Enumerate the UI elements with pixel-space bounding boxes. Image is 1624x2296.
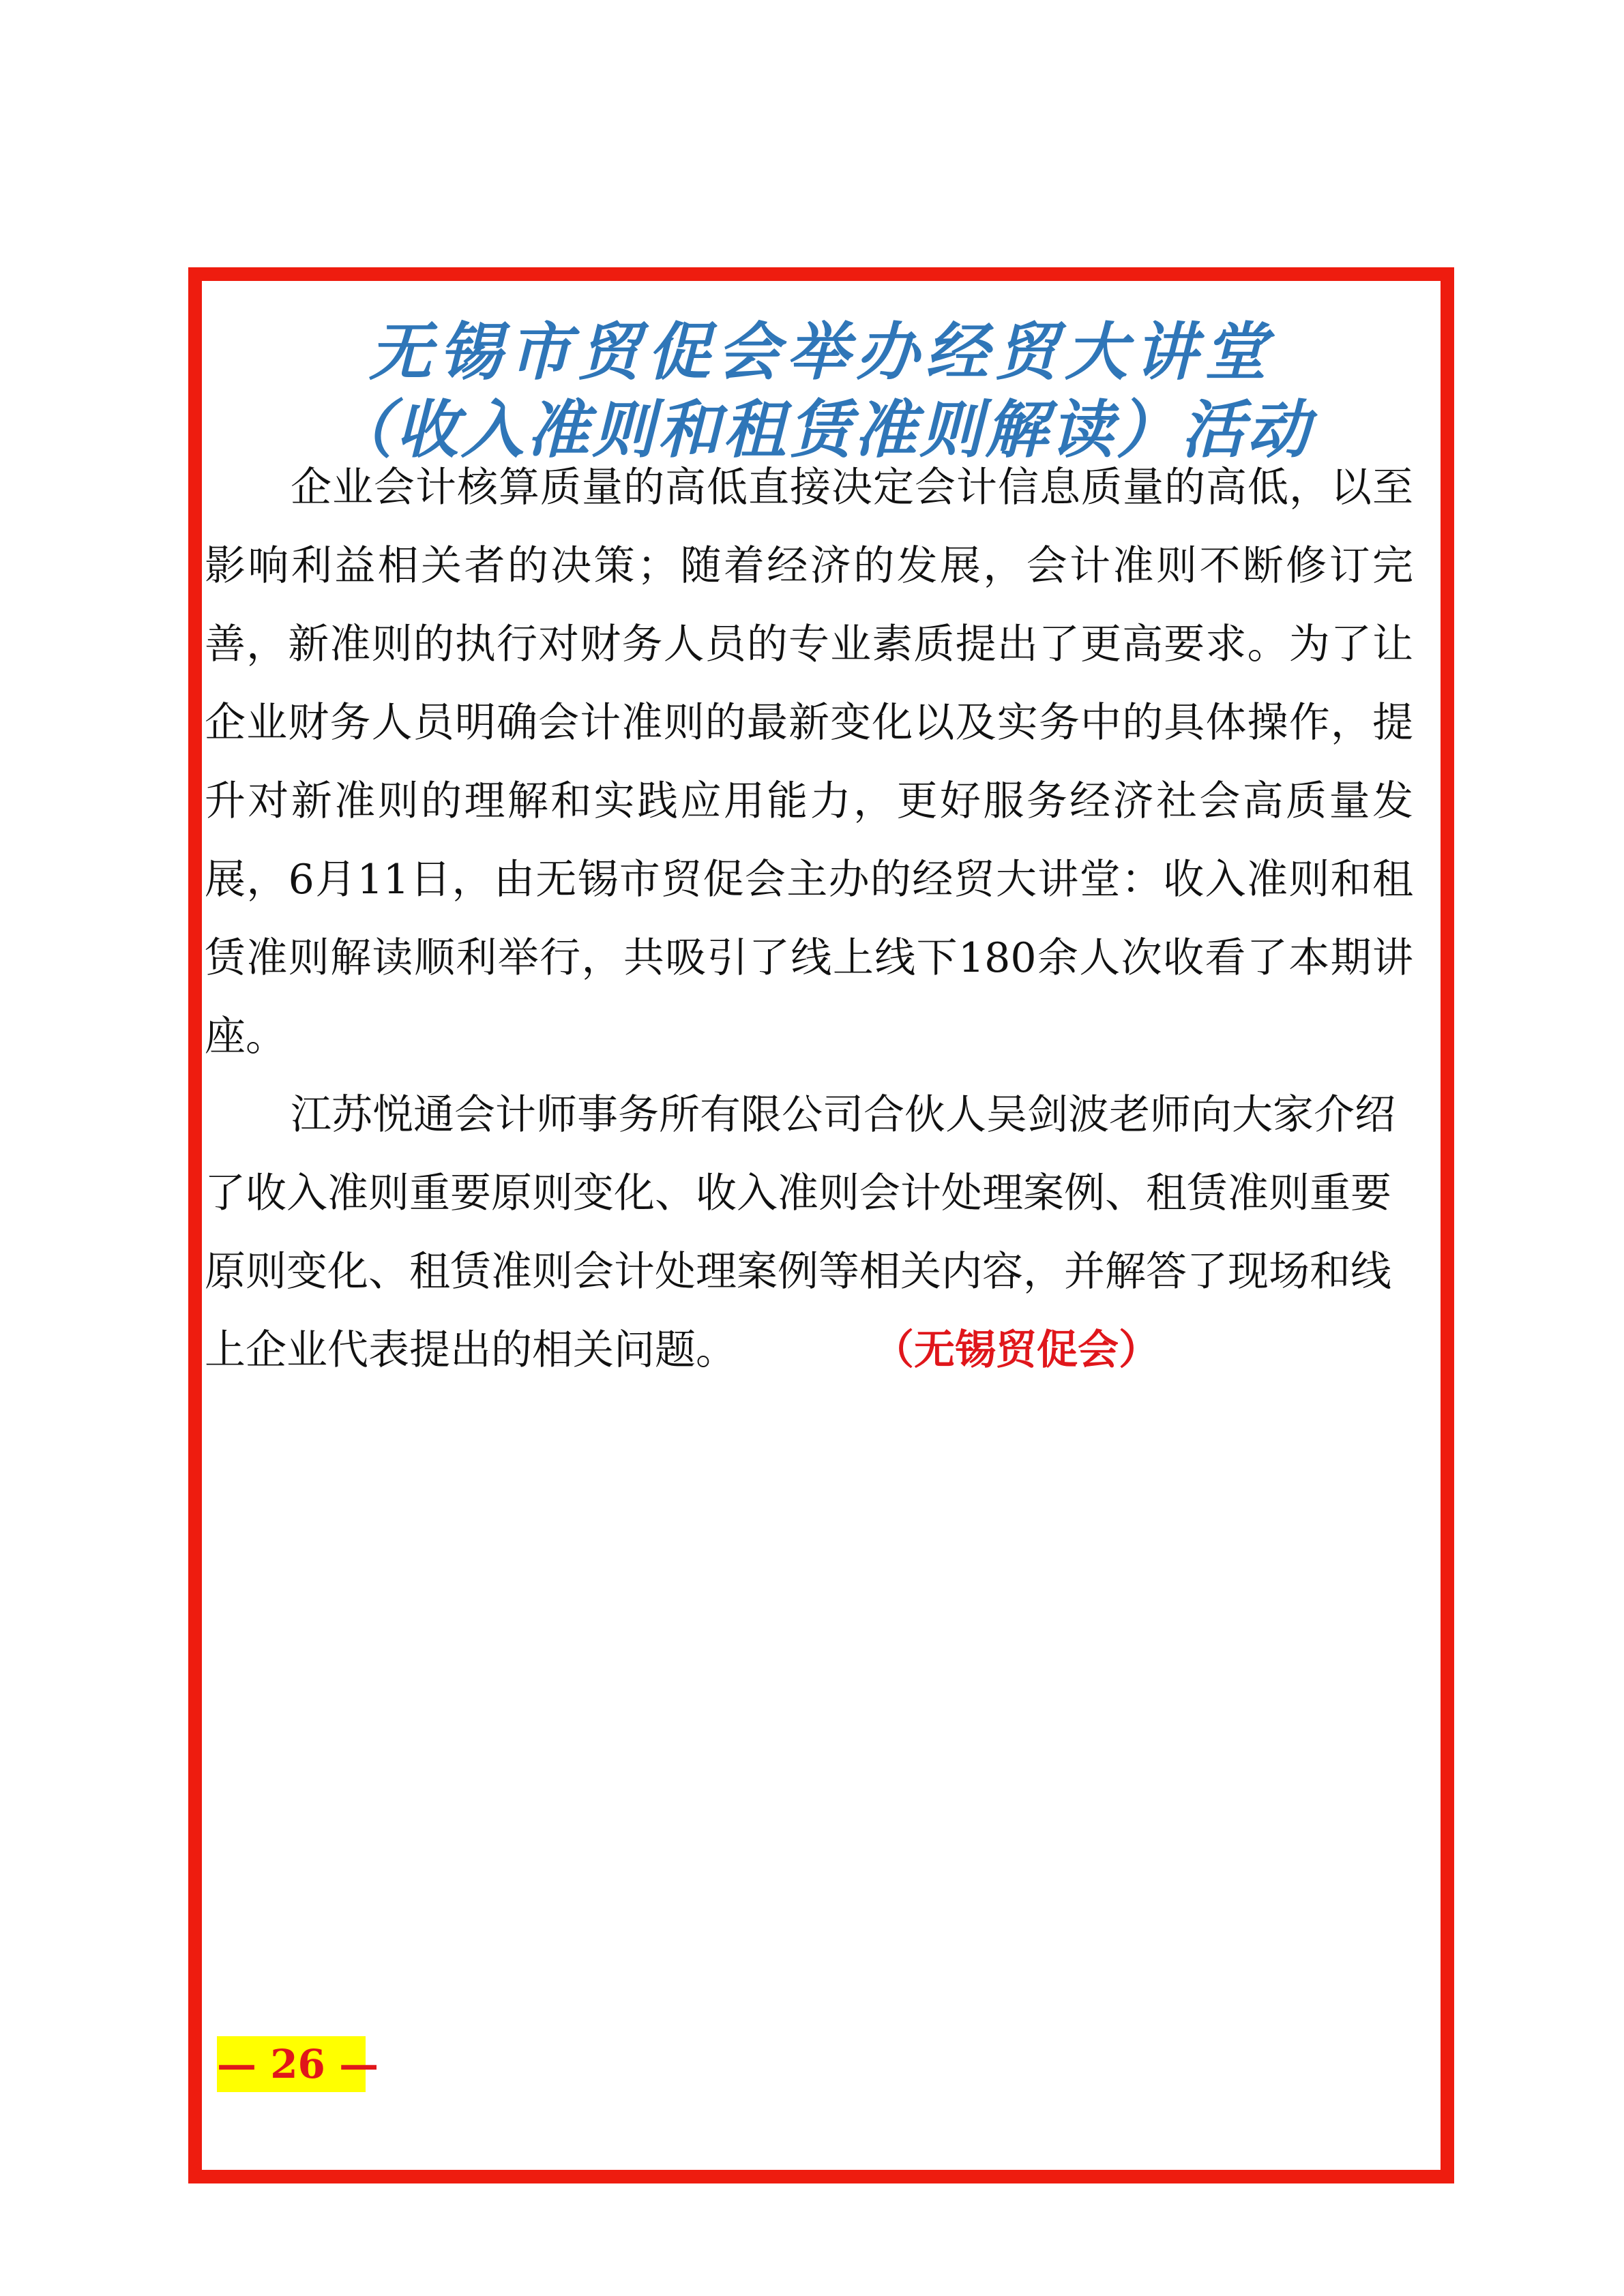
article-paragraph-2: [205, 1076, 1413, 1390]
article-source: （无锡贸促会）: [894, 1326, 1160, 1374]
article-title-line-2: （收入准则和租赁准则解读）活动: [329, 393, 1312, 466]
article-body: [205, 449, 1413, 1390]
article-paragraph-2-text: 江苏悦通会计师事务所有限公司合伙人吴剑波老师向大家介绍了收入准则重要原则变化、收入准则会计处理案例、租赁准则重要原则变化、租赁准则会计处理案例等相关内容，并解答了现场和线上企业代表提出的相关问题。: [205, 1091, 1396, 1374]
page-number: — 26 —: [217, 2036, 366, 2092]
article-paragraph-1: 企业会计核算质量的高低直接决定会计信息质量的高低，以至影响利益相关者的决策；随着经济的发展，会计准则不断修订完善，新准则的执行对财务人员的专业素质提出了更高要求。为了让企业财务人员明确会计准则的最新变化以及实务中的具体操作，提升对新准则的理解和实践应用能力，更好服务经济社会高质量发展，6月11日，由无锡市贸促会主办的经贸大讲堂：收入准则和租赁准则解读顺利举行，共吸引了线上线下180余人次收看了本期讲座。: [205, 464, 1413, 1060]
article-title-line-1: 无锡市贸促会举办经贸大讲堂: [368, 315, 1273, 389]
